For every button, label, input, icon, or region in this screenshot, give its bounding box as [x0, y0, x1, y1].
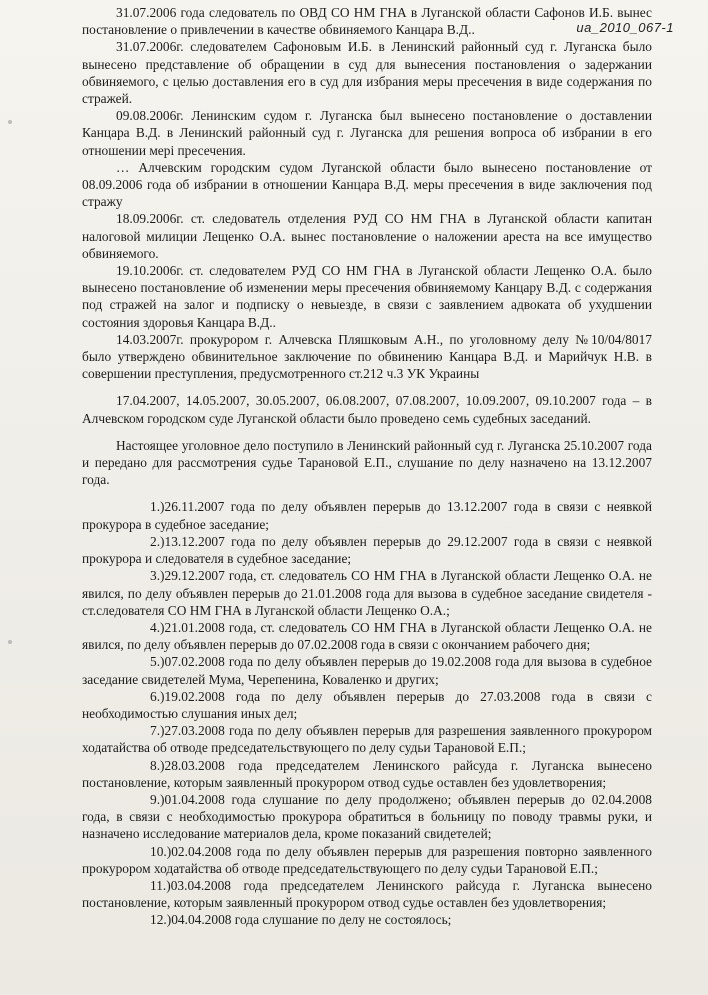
paragraph: Настоящее уголовное дело поступило в Ленинский районный суд г. Луганска 25.10.2007 года и передано для рассмотрения судье Тарановой Е.П., слушание по делу назначено на 13.12.2007 года. — [82, 437, 652, 488]
list-item-number: 5.) — [150, 654, 165, 670]
paragraph: 17.04.2007, 14.05.2007, 30.05.2007, 06.08.2007, 07.08.2007, 10.09.2007, 09.10.2007 года – в Алчевском городском суде Луганской области было проведено семь судебных заседаний. — [82, 393, 652, 426]
punch-hole-mark — [8, 120, 12, 124]
list-item — [82, 688, 652, 722]
list-item-number: 9.) — [150, 791, 165, 807]
paragraph: 09.08.2006г. Ленинским судом г. Луганска был вынесено постановление о доставлении Канцара В.Д. в Ленинский районный суд г. Луганска для решения вопроса об избрании в его отношении мері пресечения. — [82, 108, 652, 158]
list-item-text: 07.02.2008 года по делу объявлен перерыв до 19.02.2008 года для вызова в судебное заседание свидетелей Мума, Черепенина, Коваленко и других; — [82, 654, 652, 687]
list-item-text: 02.04.2008 года по делу объявлен перерыв для разрешения повторно заявленного прокурором ходатайства об отводе председательствующего по делу судьи Тарановой Е.П.; — [82, 843, 652, 876]
list-item — [82, 533, 652, 567]
paragraph: … Алчевским городским судом Луганской области было вынесено постановление от 08.09.2006 года об избрании в отношении Канцара В.Д. меры пресечения в виде заключения под стражу — [82, 159, 652, 210]
document-body — [82, 4, 652, 929]
list-item-number: 2.) — [150, 533, 165, 549]
paragraph: 31.07.2006г. следователем Сафоновым И.Б. в Ленинский районный суд г. Луганска было вынесено представление об обращении в суд для вынесения постановления о задержании обвиняемого, с целью доставления его в суд для избрания меры пресечения в виде содержания по стражей. — [82, 39, 652, 107]
list-item-text: 04.04.2008 года слушание по делу не состоялось; — [171, 912, 452, 928]
document-id-stamp: ua_2010_067-1 — [576, 20, 674, 35]
paragraph: 18.09.2006г. ст. следователь отделения РУД СО НМ ГНА в Луганской области капитан налоговой милиции Лещенко О.А. вынес постановление о наложении ареста на все имущество обвиняемого. — [82, 211, 652, 261]
paragraph: 19.10.2006г. ст. следователем РУД СО НМ ГНА в Луганской области Лещенко О.А. было вынесено постановление об изменении меры пресечения обвиняемому Канцару В.Д. с содержания под стражей на залог и подписку о невыезде, в связи с заявлением адвоката об ухудшении состояния здоровья Канцара В.Д.. — [82, 263, 652, 330]
list-item — [82, 567, 652, 619]
list-item — [82, 757, 652, 791]
list-item-text: 27.03.2008 года по делу объявлен перерыв для разрешения заявленного прокурором ходатайства об отводе председательствующего по делу судьи Тарановой Е.П.; — [82, 723, 652, 756]
list-item — [82, 619, 652, 653]
list-item-number: 4.) — [150, 619, 165, 635]
paragraph: 31.07.2006 года следователь по ОВД СО НМ ГНА в Луганской области Сафонов И.Б. вынес постановление о привлечении в качестве обвиняемого Канцара В.Д.. — [82, 5, 652, 38]
punch-hole-mark — [8, 640, 12, 644]
list-item-text: 26.11.2007 года по делу объявлен перерыв до 13.12.2007 года в связи с неявкой прокурора в судебное заседание; — [82, 499, 652, 532]
list-item — [82, 843, 652, 877]
list-item-number: 7.) — [150, 723, 165, 739]
list-item-number: 3.) — [150, 568, 165, 584]
list-item-text: 03.04.2008 года председателем Ленинского райсуда г. Луганска вынесено постановление, которым заявленный прокурором отвод судье оставлен без удовлетворения; — [82, 877, 652, 911]
list-item-number: 6.) — [150, 688, 165, 704]
list-item-number: 12.) — [150, 912, 172, 928]
list-item-text: 13.12.2007 года по делу объявлен перерыв до 29.12.2007 года в связи с неявкой прокурора и следователя в судебное заседание; — [82, 533, 652, 567]
list-item — [82, 877, 652, 911]
list-item-number: 8.) — [150, 757, 165, 773]
list-item — [82, 498, 652, 532]
list-item-text: 01.04.2008 года слушание по делу продолжено; объявлен перерыв до 02.04.2008 года, в связи с необходимостью прокурора обратиться в больницу по поводу травмы руки, и назначено исследование материалов дела, кроме показаний свидетелей; — [82, 791, 652, 842]
list-item-number: 10.) — [150, 843, 172, 859]
list-item — [82, 722, 652, 756]
list-item-text: 29.12.2007 года, ст. следователь СО НМ ГНА в Луганской области Лещенко О.А. не явился, по делу объявлен перерыв до 21.01.2008 года для вызова в судебное заседание свидетеля - ст.следователя СО НМ ГНА в Луганской области Лещенко О.А.; — [82, 568, 652, 618]
list-item — [82, 911, 652, 928]
list-item — [82, 791, 652, 843]
paragraph: 14.03.2007г. прокурором г. Алчевска Пляшковым А.Н., по уголовному делу №10/04/8017 было утверждено обвинительное заключение по обвинению Канцара В.Д. и Марийчук Н.В. в совершении преступления, предусмотренного ст.212 ч.3 УК Украины — [82, 331, 652, 382]
list-item-text: 19.02.2008 года по делу объявлен перерыв до 27.03.2008 года в связи с необходимостью слушания иных дел; — [82, 688, 652, 721]
list-item — [82, 653, 652, 687]
list-item-number: 11.) — [150, 877, 171, 893]
list-item-text: 21.01.2008 года, ст. следователь СО НМ ГНА в Луганской области Лещенко О.А. не явился, по делу объявлен перерыв до 07.02.2008 года в связи с окончанием рабочего дня; — [82, 619, 652, 653]
list-item-text: 28.03.2008 года председателем Ленинского райсуда г. Луганска вынесено постановление, которым заявленный прокурором отвод судье оставлен без удовлетворения; — [82, 757, 652, 790]
list-item-number: 1.) — [150, 499, 165, 515]
